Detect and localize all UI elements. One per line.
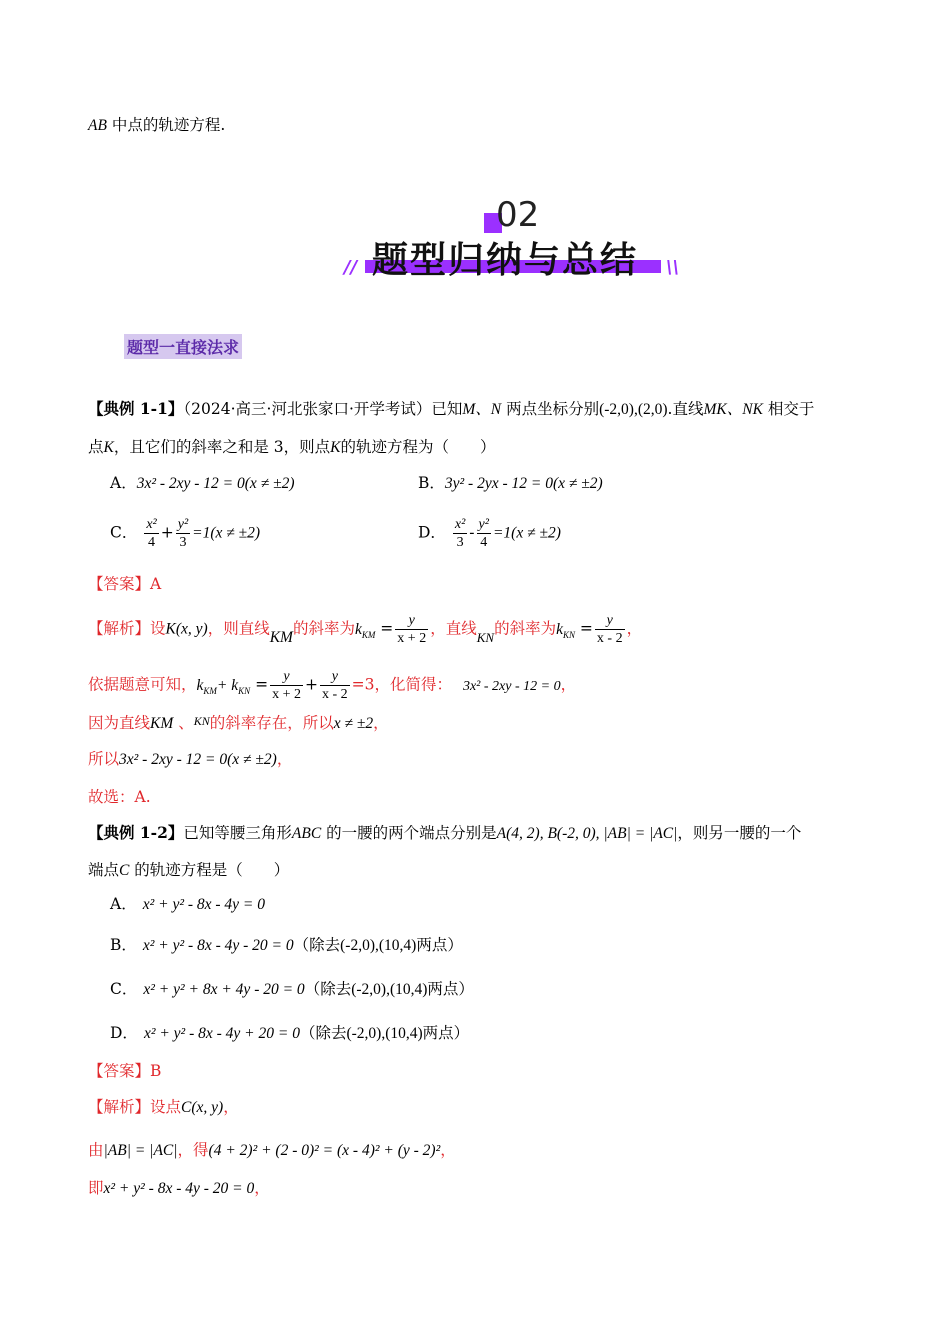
text: ，则直线	[207, 619, 270, 638]
k: k	[196, 676, 204, 694]
ex1-option-b	[418, 472, 603, 495]
math: |AB| = |AC|	[103, 1142, 178, 1159]
option-label: D．	[110, 1024, 138, 1042]
numerator: x²	[146, 517, 157, 532]
section-number: 02	[496, 195, 540, 235]
ex2-solution-line3	[88, 1177, 270, 1200]
note: 两点）	[416, 936, 463, 954]
ex1-option-c	[110, 516, 260, 551]
k: k	[354, 620, 362, 638]
ex2-line1	[88, 822, 801, 845]
ex1-solution-line4	[88, 748, 292, 771]
text: ，	[440, 1141, 456, 1159]
intro-line	[88, 114, 225, 137]
text: 的轨迹方程是（ ）	[134, 861, 290, 879]
option-text: x² + y² - 8x - 4y - 20 = 0	[142, 937, 294, 954]
slash-right-decoration: \\	[666, 257, 680, 278]
ex2-solution-line2	[88, 1139, 456, 1162]
numerator: y	[320, 668, 350, 686]
numerator: x²	[454, 517, 466, 532]
math: K(x, y)	[165, 620, 208, 638]
text: 的斜率存在，所以	[209, 714, 334, 732]
plus: +	[304, 675, 318, 694]
denominator: x + 2	[272, 687, 301, 702]
ex1-line2	[88, 436, 496, 459]
ex1-answer: 【答案】A	[88, 575, 162, 593]
math: (-2,0),(10,4)	[340, 937, 417, 954]
note: （除去	[304, 980, 352, 998]
numerator: y	[595, 612, 625, 630]
fraction	[144, 516, 158, 551]
text: 由	[88, 1141, 104, 1159]
note: 两点）	[422, 1024, 470, 1042]
ex2-label: 【典例 1-2】	[88, 823, 184, 842]
denominator: x - 2	[596, 631, 623, 646]
math: A(4, 2), B(-2, 0), |AB| = |AC|	[496, 825, 678, 842]
ex1-label: 【典例 1-1】	[88, 399, 184, 418]
option-label: A．	[110, 474, 137, 492]
intro-math: AB	[88, 117, 107, 134]
ex2-option-a	[110, 893, 265, 916]
note: （除去	[299, 1024, 347, 1042]
sub: KM	[361, 629, 376, 640]
numerator: y	[270, 668, 303, 686]
text: ，	[373, 714, 389, 732]
k: + k	[216, 676, 239, 694]
fraction	[395, 612, 428, 647]
option-label: D．	[418, 523, 446, 542]
math: KM	[150, 715, 174, 732]
option-label: B．	[418, 474, 445, 492]
text: 因为直线	[88, 714, 151, 732]
text: 【解析】设	[88, 619, 166, 638]
text: ，则另一腰的一个	[677, 824, 802, 842]
math: (-2,0),(10,4)	[346, 1025, 423, 1042]
denominator: x - 2	[321, 687, 348, 702]
slope	[556, 621, 575, 638]
ex1-line2-b: ，且它们的斜率之和是 3，则点	[113, 438, 331, 456]
text: 即	[88, 1179, 104, 1197]
option-text: x² + y² + 8x + 4y - 20 = 0	[143, 981, 305, 998]
text: 、	[178, 714, 194, 732]
topic-tag: 题型一直接法求	[124, 334, 242, 359]
ex1-point-k-2: K	[330, 439, 341, 456]
text: ，	[276, 750, 293, 768]
math: (-2,0),(10,4)	[351, 981, 428, 998]
operator: +	[160, 523, 174, 542]
denominator: x + 2	[397, 631, 427, 646]
operator: -	[469, 523, 475, 542]
math: C(x, y)	[181, 1099, 224, 1116]
numerator: y	[395, 612, 428, 630]
fraction	[320, 668, 350, 703]
text: ，直线	[430, 619, 477, 638]
text: ，	[626, 619, 643, 638]
fraction	[176, 516, 190, 551]
fraction	[453, 516, 467, 551]
ex1-text2: .直线	[667, 400, 704, 418]
ex1-option-a	[110, 472, 295, 495]
sub: KM	[203, 685, 217, 696]
math: KM	[269, 628, 293, 646]
section-title: 题型归纳与总结	[372, 240, 639, 281]
intro-text: 中点的轨迹方程.	[111, 116, 226, 134]
option-tail: =1(x ≠ ±2)	[192, 524, 261, 542]
numerator: y²	[177, 517, 189, 532]
math: x ≠ ±2	[333, 715, 374, 732]
option-text: 3x² - 2xy - 12 = 0(x ≠ ±2)	[136, 475, 295, 492]
ex1-solution-line1	[88, 612, 642, 647]
text: ，	[560, 675, 577, 694]
sub: KN	[562, 629, 575, 640]
text: 所以	[88, 750, 120, 768]
ex2-solution-line1	[88, 1096, 239, 1119]
fraction	[477, 516, 491, 551]
denominator: 3	[179, 535, 187, 550]
option-text: x² + y² - 8x - 4y = 0	[142, 896, 266, 913]
option-label: C．	[110, 980, 138, 998]
sum-slopes	[197, 677, 251, 694]
math: KN	[193, 714, 210, 728]
eq: =	[255, 675, 269, 694]
text: ，	[254, 1179, 270, 1197]
math: 3x² - 2xy - 12 = 0(x ≠ ±2)	[119, 751, 277, 768]
ex1-lines: MK、NK	[703, 401, 763, 418]
math: ABC	[291, 825, 322, 842]
text: 端点	[88, 861, 120, 879]
ex1-line2-c: 的轨迹方程为（ ）	[340, 438, 496, 456]
text: 依据题意可知，	[88, 675, 197, 694]
ex1-option-d	[418, 516, 561, 551]
ex1-solution-line5: 故选：A.	[88, 788, 151, 806]
ex1-source: （2024·高三·河北张家口·开学考试）已知	[183, 400, 463, 418]
ex1-text1: 两点坐标分别	[506, 400, 600, 418]
ex2-line2	[88, 859, 289, 882]
option-label: C．	[110, 523, 138, 542]
k: k	[556, 620, 563, 638]
ex1-coords: (-2,0),(2,0)	[599, 401, 668, 418]
ex1-text3: 相交于	[767, 400, 815, 418]
note: 两点）	[427, 980, 474, 998]
slope	[355, 621, 375, 638]
text: 的斜率为	[494, 619, 557, 638]
text: 的斜率为	[292, 619, 355, 638]
ex2-option-c	[110, 978, 474, 1001]
option-text: 3y² - 2yx - 12 = 0(x ≠ ±2)	[444, 475, 603, 492]
note: （除去	[293, 936, 341, 954]
eq: =	[579, 619, 593, 638]
ex1-line2-a: 点	[88, 438, 104, 456]
sub: KN	[238, 685, 251, 696]
math: 3x² - 2xy - 12 = 0	[462, 678, 561, 694]
text: =3，化简得：	[351, 675, 453, 694]
math: (4 + 2)² + (2 - 0)² = (x - 4)² + (y - 2)²	[208, 1142, 441, 1159]
text: ，	[223, 1098, 239, 1116]
ex1-solution-line3	[88, 712, 389, 735]
fraction	[270, 668, 303, 703]
denominator: 4	[148, 535, 156, 550]
ex1-point-k: K	[103, 439, 114, 456]
option-tail: =1(x ≠ ±2)	[492, 524, 561, 542]
ex1-line1	[88, 398, 814, 421]
math: x² + y² - 8x - 4y - 20 = 0	[103, 1180, 255, 1197]
text: ，得	[177, 1141, 209, 1159]
option-text: x² + y² - 8x - 4y + 20 = 0	[143, 1025, 300, 1042]
option-label: B．	[110, 936, 137, 954]
text: 的一腰的两个端点分别是	[326, 824, 497, 842]
ex2-answer: 【答案】B	[88, 1062, 162, 1080]
math: C	[119, 862, 130, 879]
math: KN	[476, 629, 495, 645]
numerator: y²	[478, 517, 489, 532]
denominator: 4	[480, 535, 488, 550]
fraction	[595, 612, 625, 647]
denominator: 3	[456, 535, 464, 550]
ex1-points: M、N	[462, 401, 502, 418]
text: 【解析】设点	[88, 1098, 182, 1116]
text: 已知等腰三角形	[183, 824, 292, 842]
ex2-option-d	[110, 1022, 469, 1045]
eq: =	[380, 619, 394, 638]
slash-left-decoration: //	[344, 257, 358, 278]
ex1-solution-line2	[88, 668, 576, 703]
ex2-option-b	[110, 934, 463, 957]
option-label: A．	[110, 895, 137, 913]
